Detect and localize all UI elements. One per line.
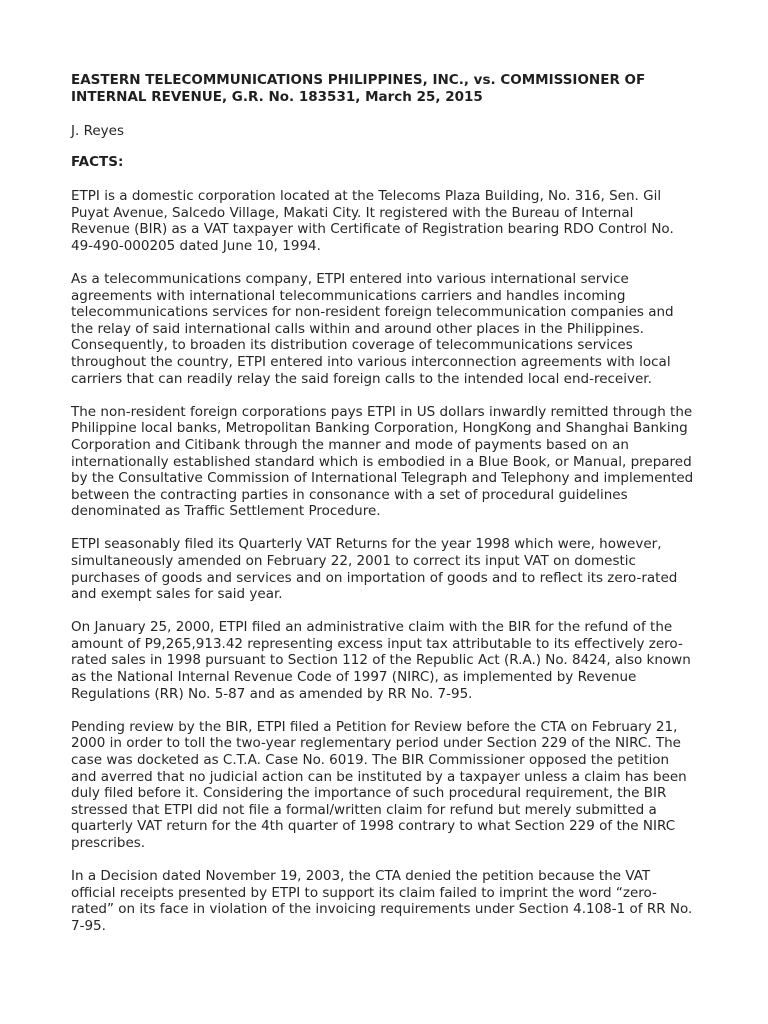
case-title: EASTERN TELECOMMUNICATIONS PHILIPPINES, INC., vs. COMMISSIONER OF INTERNAL REVENUE, G.R. No. 183531, March 25, 2015 — [71, 72, 646, 105]
paragraph: ETPI seasonably filed its Quarterly VAT Returns for the year 1998 which were, however, simultaneously amended on February 22, 2001 to correct its input VAT on domestic purchases of goods and services and on importation of goods and to reflect its zero-rated and exempt sales for said year. — [71, 536, 678, 603]
paragraph: Pending review by the BIR, ETPI filed a Petition for Review before the CTA on February 21, 2000 in order to toll the two-year reglementary period under Section 229 of the NIRC. The case was docketed as C.T.A. Case No. 6019. The BIR Commissioner opposed the petition and averred that no judicial action can be instituted by a taxpayer unless a claim has been duly filed before it. Considering the importance of such procedural requirement, the BIR stressed that ETPI did not file a formal/written claim for refund but merely submitted a quarterly VAT return for the 4th quarter of 1998 contrary to what Section 229 of the NIRC prescribes. — [71, 718, 687, 851]
document-page — [71, 72, 695, 951]
paragraph: The non-resident foreign corporations pays ETPI in US dollars inwardly remitted through the Philippine local banks, Metropolitan Banking Corporation, HongKong and Shanghai Banking Corporation and Citibank through the manner and mode of payments based on an internationally established standard which is embodied in a Blue Book, or Manual, prepared by the Consultative Commission of International Telegraph and Telephony and implemented between the contracting parties in consonance with a set of procedural guidelines denominated as Traffic Settlement Procedure. — [71, 403, 694, 520]
section-heading-facts: FACTS: — [71, 153, 124, 170]
paragraph: ETPI is a domestic corporation located at the Telecoms Plaza Building, No. 316, Sen. Gil Puyat Avenue, Salcedo Village, Makati City. It registered with the Bureau of Internal Revenue (BIR) as a VAT taxpayer with Certificate of Registration bearing RDO Control No. 49-490-000205 dated June 10, 1994. — [71, 188, 674, 254]
paragraph: As a telecommunications company, ETPI entered into various international service agreements with international telecommunications carriers and handles incoming telecommunications services for non-resident foreign telecommunication companies and the relay of said international calls within and around other places in the Philippines. Consequently, to broaden its distribution coverage of telecommunications services throughout the country, ETPI entered into various interconnection agreements with local carriers that can readily relay the said foreign calls to the intended local end-receiver. — [71, 271, 674, 387]
paragraph: In a Decision dated November 19, 2003, the CTA denied the petition because the VAT official receipts presented by ETPI to support its claim failed to imprint the word “zero-rated” on its face in violation of the invoicing requirements under Section 4.108-1 of RR No. 7-95. — [71, 867, 693, 934]
author-line: J. Reyes — [71, 123, 124, 139]
paragraph: On January 25, 2000, ETPI filed an administrative claim with the BIR for the refund of the amount of P9,265,913.42 representing excess input tax attributable to its effectively zero-rated sales in 1998 pursuant to Section 112 of the Republic Act (R.A.) No. 8424, also known as the National Internal Revenue Code of 1997 (NIRC), as implemented by Revenue Regulations (RR) No. 5-87 and as amended by RR No. 7-95. — [71, 619, 691, 702]
